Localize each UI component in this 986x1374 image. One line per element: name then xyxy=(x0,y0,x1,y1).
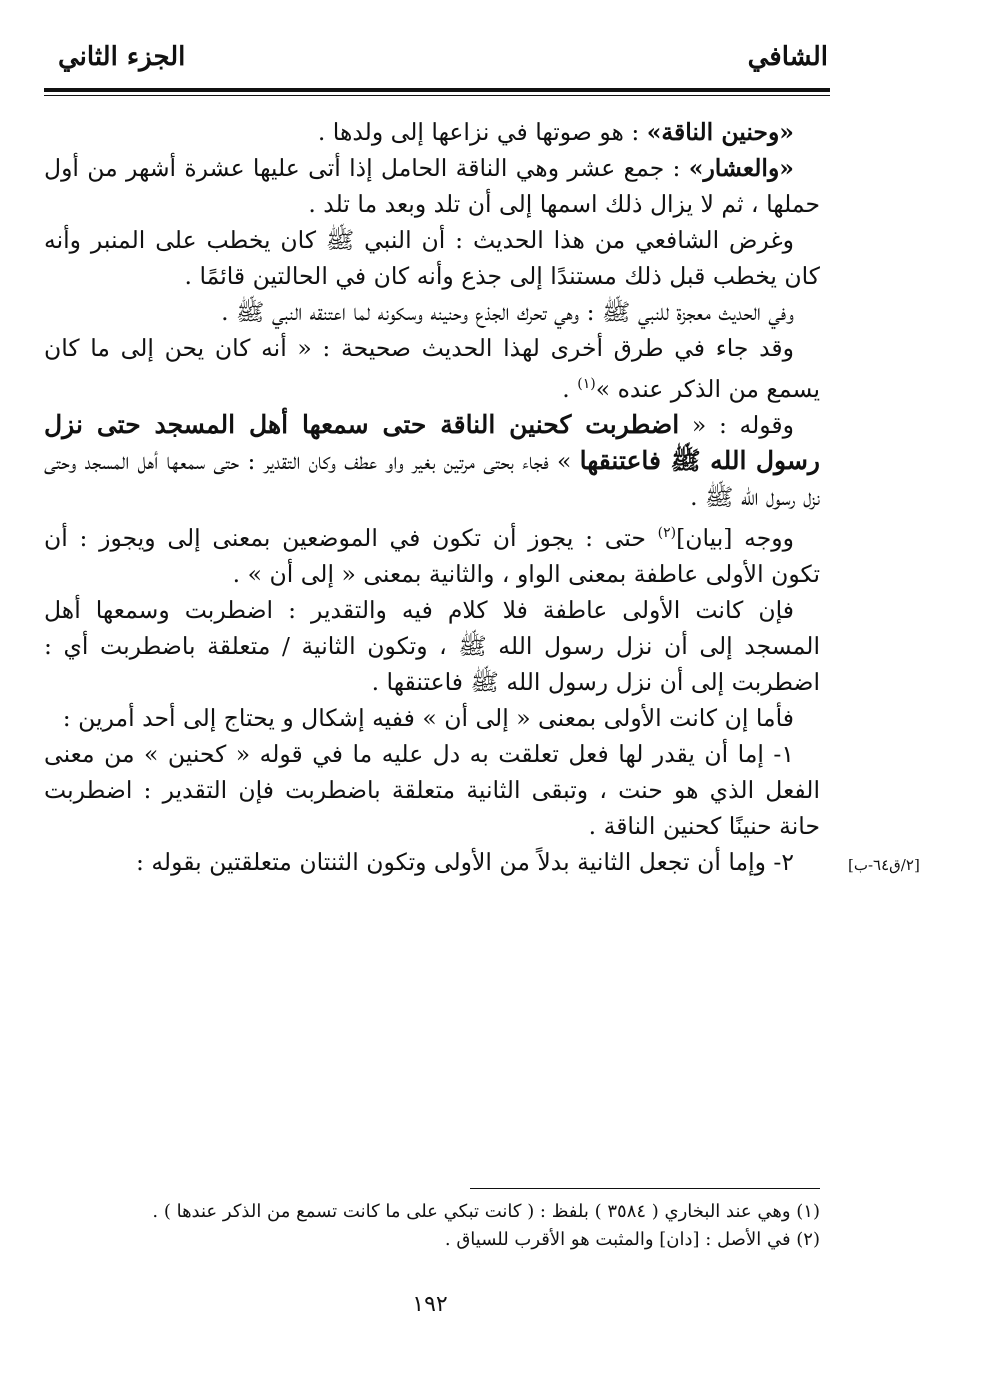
paragraph-text: وغرض الشافعي من هذا الحديث : أن النبي ﷺ كان يخطب على المنبر وأنه كان يخطب قبل ذلك مستندًا إلى جذع وأنه كان في الحالتين قائمًا . xyxy=(44,226,820,290)
paragraph-tail: . xyxy=(562,374,578,403)
paragraph-pre: وقوله : « xyxy=(679,410,795,439)
paragraph-11 xyxy=(44,844,820,880)
paragraph-7 xyxy=(44,515,820,592)
paragraph-9 xyxy=(44,700,820,736)
paragraph-text: فأما إن كانت الأولى بمعنى « إلى أن » ففيه إشكال و يحتاج إلى أحد أمرين : xyxy=(62,703,794,732)
paragraph-text: : هو صوتها في نزاعها إلى ولدها . xyxy=(317,118,647,146)
paragraph-2 xyxy=(44,150,820,222)
paragraph-3 xyxy=(44,222,820,294)
paragraph-4 xyxy=(44,294,820,330)
header-rule-thin xyxy=(44,95,830,96)
paragraph-text: ٢- وإما أن تجعل الثانية بدلاً من الأولى وتكون الثنتان متعلقتين بقوله : xyxy=(135,847,794,876)
main-text xyxy=(44,114,820,880)
paragraph-6 xyxy=(44,407,820,515)
paragraph-text: وفي الحديث معجزة للنبي ﷺ : وهي تحرك الجذع وحنينه وسكونه لما اعتنقه النبي ﷺ . xyxy=(221,298,794,326)
footnote-ref-1: (١) xyxy=(577,376,596,392)
paragraph-tail: حتى : يجوز أن تكون في الموضعين بمعنى إلى ويجوز : أن تكون الأولى عاطفة بمعنى الواو ، والثانية بمعنى « إلى أن » . xyxy=(44,523,820,588)
header-book-title: الشافي xyxy=(747,42,828,72)
paragraph-text: وقد جاء في طرق أخرى لهذا الحديث صحيحة : « أنه كان يحن إلى ما كان يسمع من الذكر عنده » xyxy=(44,334,820,403)
footnote-1: (١) وهي عند البخاري ( ٣٥٨٤ ) بلفظ : ( كانت تبكي على ما كانت تسمع من الذكر عندها ) . xyxy=(152,1201,820,1222)
header-rule-thick xyxy=(44,88,830,92)
footnote-ref-2: (٢) xyxy=(657,524,677,541)
paragraph-text: » فجاء بحتى مرتين بغير واو عطف وكان التقدير : حتى سمعها أهل المسجد وحتى نزل رسول الله ﷺ . xyxy=(44,446,820,511)
paragraph-text: : جمع عشر وهي الناقة الحامل إذا أتى عليها عشرة أشهر من أول حملها ، ثم لا يزال ذلك اسمها إلى أن تلد وبعد ما تلد . xyxy=(44,154,820,218)
paragraph-text: ١- إما أن يقدر لها فعل تعلقت به دل عليه ما في قوله « كحنين » من معنى الفعل الذي هو حنت ، وتبقى الثانية متعلقة باضطربت فإن التقدير : اضطربت حانة حنينًا كحنين الناقة . xyxy=(44,739,820,840)
paragraph-10 xyxy=(44,736,820,844)
quoted-hadith: اضطربت كحنين الناقة حتى سمعها أهل المسجد حتى نزل رسول الله ﷺ فاعتنقها xyxy=(44,409,820,475)
paragraph-text: فإن كانت الأولى عاطفة فلا كلام فيه والتقدير : اضطربت وسمعها أهل المسجد إلى أن نزل رسول الله ﷺ ، وتكون الثانية / متعلقة باضطربت أي : اضطربت إلى أن نزل رسول الله ﷺ فاعتنقها . xyxy=(44,595,820,696)
page-header xyxy=(44,36,830,92)
footnotes xyxy=(44,1198,820,1254)
paragraph-5 xyxy=(44,330,820,407)
manuscript-folio-marker: [٢/ق٦٤-ب] xyxy=(848,856,920,874)
term-ishar: «والعشار» xyxy=(688,154,794,182)
header-volume: الجزء الثاني xyxy=(58,42,186,72)
page-number: ١٩٢ xyxy=(412,1292,448,1317)
footnote-separator xyxy=(470,1188,820,1189)
paragraph-1 xyxy=(44,114,820,150)
paragraph-8 xyxy=(44,592,820,700)
footnote-2: (٢) في الأصل : [دان] والمثبت هو الأقرب للسياق . xyxy=(444,1229,820,1250)
paragraph-text: ووجه [بيان] xyxy=(676,523,795,552)
term-hanin: «وحنين الناقة» xyxy=(646,118,794,146)
